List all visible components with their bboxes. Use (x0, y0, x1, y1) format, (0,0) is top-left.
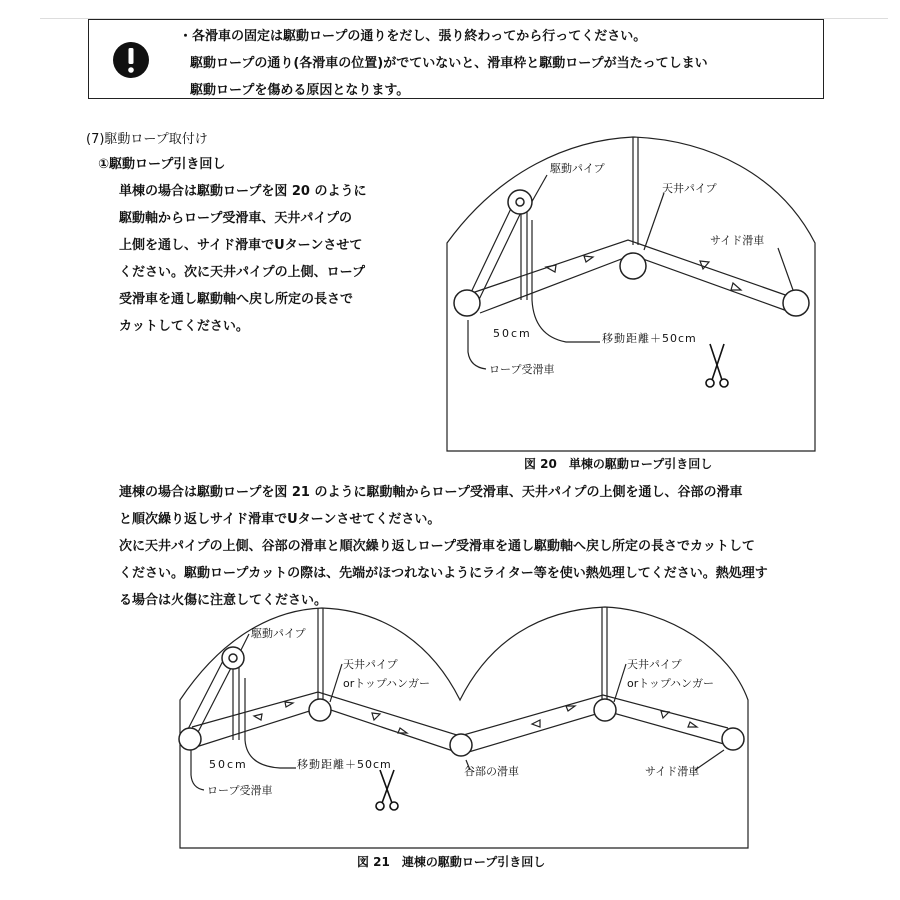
single-paragraph-line: 受滑車を通し駆動軸へ戻し所定の長さで (119, 292, 354, 307)
label-drive-pipe: 駆動パイプ (251, 627, 306, 640)
scissors-icon (376, 770, 398, 810)
drive-pipe-pulley-inner (229, 654, 237, 662)
multi-paragraph-line: と順次繰り返しサイド滑車でUターンさせてください。 (119, 512, 441, 527)
single-paragraph-line: 単棟の場合は駆動ロープを図 20 のように (119, 184, 367, 199)
ceiling-pulley (309, 699, 331, 721)
rope-tail (191, 745, 204, 790)
arrow-mark (398, 728, 407, 733)
section-subheading: ①駆動ロープ引き回し (98, 157, 226, 172)
label-50cm: 50cm (493, 327, 532, 340)
label-top-hanger-1: orトップハンガー (343, 677, 431, 690)
arrow-mark (566, 706, 575, 711)
label-rope-pulley: ロープ受滑車 (207, 784, 273, 797)
leader-line (330, 664, 342, 702)
multi-paragraph-line: 次に天井パイプの上側、谷部の滑車と順次繰り返しロープ受滑車を通し駆動軸へ戻し所定の長さでカットして (119, 539, 755, 554)
leader-line (695, 750, 724, 770)
multi-paragraph-line: る場合は火傷に注意してください。 (119, 593, 328, 608)
single-paragraph-line: ください。次に天井パイプの上側、ロープ (119, 265, 365, 280)
arrow-mark (532, 720, 540, 727)
label-travel: 移動距離＋50cm (602, 332, 697, 345)
leader-line (240, 634, 249, 652)
label-valley-pulley: 谷部の滑車 (464, 765, 519, 778)
multi-paragraph-line: ください。駆動ロープカットの際は、先端がほつれないようにライター等を使い熱処理してください。熱処理す (119, 566, 768, 581)
label-rope-pulley: ロープ受滑車 (489, 363, 555, 376)
warning-line: 駆動ロープの通り(各滑車の位置)がでていないと、滑車枠と駆動ロープが当たってしまい (190, 56, 708, 71)
valley-pulley (450, 734, 472, 756)
rope-pulley (179, 728, 201, 750)
arrow-mark (285, 702, 293, 707)
label-travel: 移動距離＋50cm (297, 758, 392, 771)
figure-21-caption: 図 21 連棟の駆動ロープ引き回し (357, 855, 546, 869)
label-side-pulley: サイド滑車 (645, 765, 700, 778)
warning-line: 駆動ロープを傷める原因となります。 (190, 83, 410, 98)
single-paragraph-line: 駆動軸からロープ受滑車、天井パイプの (119, 211, 352, 226)
single-paragraph-line: カットしてください。 (119, 319, 249, 334)
leader-line (614, 664, 626, 702)
arrow-mark (372, 713, 380, 720)
warning-line: ・各滑車の固定は駆動ロープの通りをだし、張り終わってから行ってください。 (179, 29, 647, 44)
ceiling-pulley (594, 699, 616, 721)
label-drive-pipe: 駆動パイプ (550, 162, 605, 175)
arrow-mark (661, 711, 669, 718)
rope-line (192, 692, 728, 736)
label-ceiling-pipe: 天井パイプ (662, 182, 717, 195)
single-paragraph-line: 上側を通し、サイド滑車でUターンさせて (119, 238, 363, 253)
arrow-mark (688, 722, 697, 727)
label-50cm: 50cm (209, 758, 248, 771)
figure-20-caption: 図 20 単棟の駆動ロープ引き回し (524, 457, 713, 471)
multi-paragraph-line: 連棟の場合は駆動ロープを図 21 のように駆動軸からロープ受滑車、天井パイプの上側を通し、谷部の滑車 (119, 485, 743, 500)
side-pulley (722, 728, 744, 750)
label-ceiling-pipe-2: 天井パイプ (627, 658, 682, 671)
label-side-pulley: サイド滑車 (710, 234, 765, 247)
arrow-mark (254, 714, 262, 720)
label-top-hanger-2: orトップハンガー (627, 677, 715, 690)
section-heading: (7)駆動ロープ取付け (86, 132, 208, 147)
label-ceiling-pipe-1: 天井パイプ (343, 658, 398, 671)
